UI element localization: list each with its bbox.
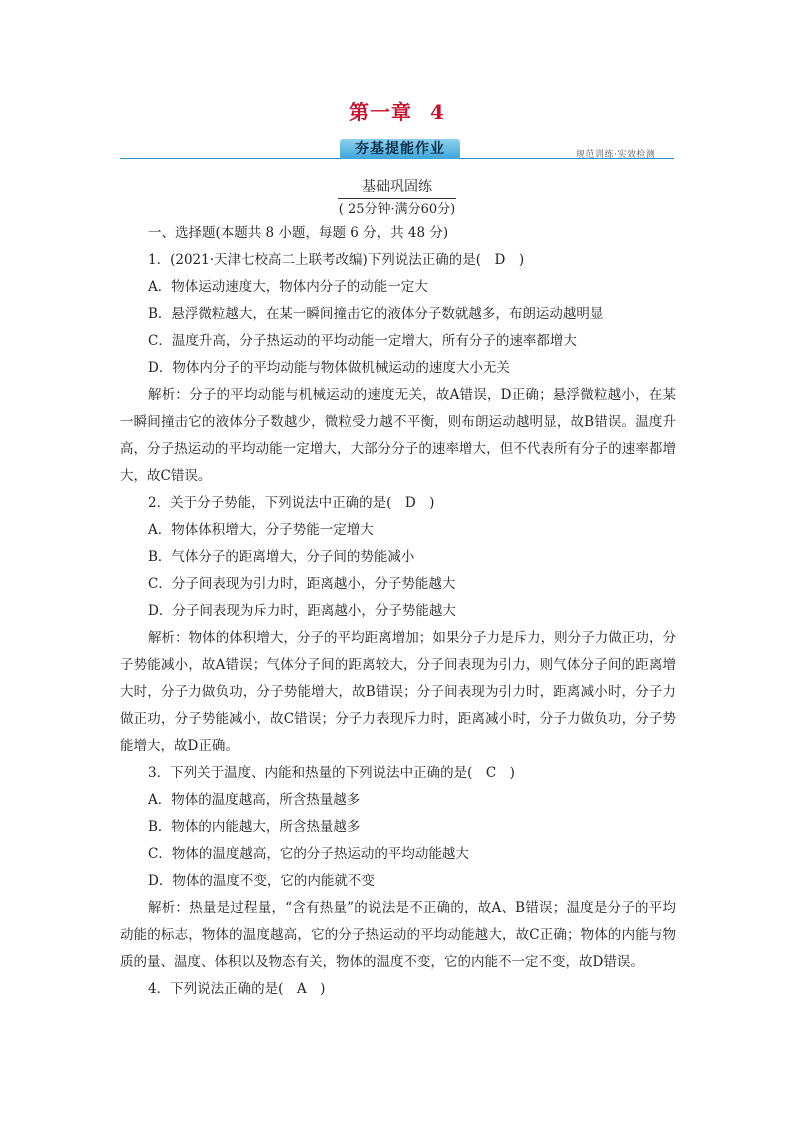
section-intro: 一、选择题(本题共 8 小题，每题 6 分，共 48 分) bbox=[148, 225, 449, 241]
question-3-option-c: C．物体的温度越高，它的分子热运动的平均动能越大 bbox=[148, 846, 469, 862]
question-3-option-d: D．物体的温度不变，它的内能就不变 bbox=[148, 873, 375, 889]
question-1-option-d: D．物体内分子的平均动能与物体做机械运动的速度大小无关 bbox=[148, 360, 510, 376]
question-1-stem: 1．(2021·天津七校高二上联考改编)下列说法正确的是( D ) bbox=[148, 252, 525, 268]
question-2-option-b: B．气体分子的距离增大，分子间的势能减小 bbox=[148, 549, 415, 565]
chapter-heading bbox=[0, 96, 794, 125]
question-1-option-b: B．悬浮微粒越大，在某一瞬间撞击它的液体分子数就越多，布朗运动越明显 bbox=[148, 306, 604, 322]
question-1-analysis: 解析：分子的平均动能与机械运动的速度无关，故A错误，D正确；悬浮微粒越小，在某一瞬间撞击它的液体分子数越少，微粒受力越不平衡，则布朗运动越明显，故B错误。温度升高，分子热运动的平均动能一定增大，大部分分子的速率增大，但不代表所有分子的速率都增大，故C错误。 bbox=[120, 387, 676, 484]
question-2-option-d: D．分子间表现为斥力时，距离越小，分子势能越大 bbox=[148, 603, 456, 619]
question-2-option-a: A．物体体积增大，分子势能一定增大 bbox=[148, 522, 374, 538]
question-3-stem: 3．下列关于温度、内能和热量的下列说法中正确的是( C ) bbox=[148, 765, 515, 781]
section-subtitle: ( 25分钟·满分60分) bbox=[338, 202, 456, 217]
question-2-analysis: 解析：物体的体积增大，分子的平均距离增加；如果分子力是斥力，则分子力做正功，分子势能减小，故A错误；气体分子间的距离较大，分子间表现为引力，则气体分子间的距离增大时，分子力做负功，分子势能增大，故B错误；分子间表现为引力时，距离减小时，分子力做正功，分子势能减小，故C错误；分子力表现斥力时，距离减小时，分子力做负功，分子势能增大，故D正确。 bbox=[120, 630, 676, 754]
section-title-text: 基础巩固练 bbox=[338, 176, 456, 199]
banner-title: 夯基提能作业 bbox=[340, 139, 460, 159]
question-3-option-a: A．物体的温度越高，所含热量越多 bbox=[148, 792, 361, 808]
question-2-stem: 2．关于分子势能，下列说法中正确的是( D ) bbox=[148, 495, 435, 511]
chapter-label: 第一章 bbox=[349, 100, 413, 124]
question-1-option-c: C．温度升高，分子热运动的平均动能一定增大，所有分子的速率都增大 bbox=[148, 333, 577, 349]
section-title bbox=[0, 176, 794, 199]
question-2-option-c: C．分子间表现为引力时，距离越小，分子势能越大 bbox=[148, 576, 456, 592]
question-1-option-a: A．物体运动速度大，物体内分子的动能一定大 bbox=[148, 279, 428, 295]
banner-tag: 规范训练·实效检测 bbox=[576, 150, 656, 160]
question-3-analysis: 解析：热量是过程量，“含有热量”的说法是不正确的，故A、B错误；温度是分子的平均动能的标志，物体的温度越高，它的分子热运动的平均动能越大，故C正确；物体的内能与物质的量、温度、体积以及物态有关，物体的温度不变，它的内能不一定不变，故D错误。 bbox=[120, 900, 676, 970]
chapter-number: 4 bbox=[430, 100, 445, 124]
question-content bbox=[120, 220, 676, 1003]
question-3-option-b: B．物体的内能越大，所含热量越多 bbox=[148, 819, 361, 835]
question-4-stem: 4．下列说法正确的是( A ) bbox=[148, 981, 326, 997]
